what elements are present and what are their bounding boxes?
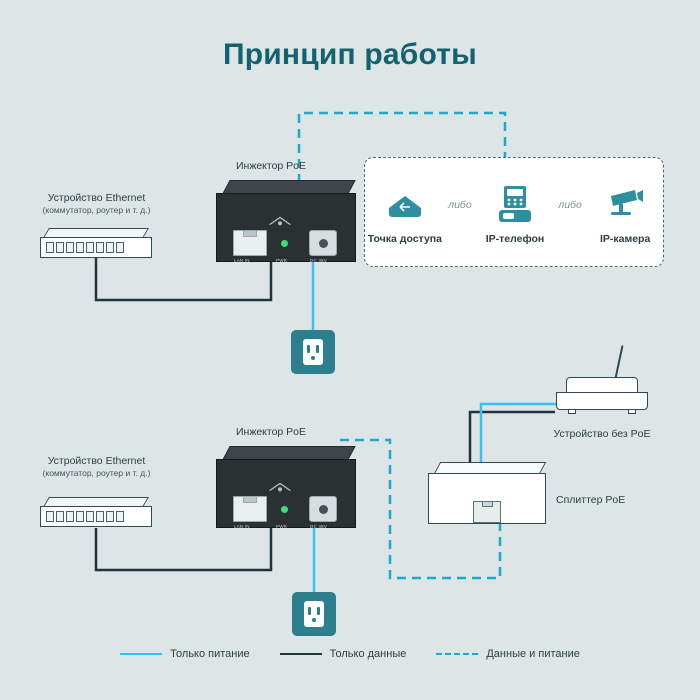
switch-port bbox=[106, 511, 114, 522]
wireless-router-icon bbox=[556, 371, 648, 417]
poe-splitter-icon bbox=[428, 462, 546, 524]
router-foot bbox=[628, 410, 636, 414]
injector-port-label-lan: LAN IN bbox=[234, 258, 250, 263]
device-ip-camera bbox=[585, 182, 665, 245]
injector-top-face bbox=[222, 180, 355, 194]
switch-icon bbox=[40, 497, 152, 527]
ip-camera-label: IP-камера bbox=[599, 232, 651, 245]
outlet-slot bbox=[317, 607, 320, 615]
router-foot bbox=[568, 410, 576, 414]
legend-item-data bbox=[280, 648, 407, 660]
switch-port bbox=[76, 511, 84, 522]
label-splitter: Сплиттер PoE bbox=[556, 494, 626, 506]
injector-dc-jack bbox=[309, 496, 337, 522]
injector-port-label-dc: DC 48V bbox=[310, 524, 327, 529]
switch-port bbox=[46, 511, 54, 522]
switch-port bbox=[56, 511, 64, 522]
legend-label-power: Только питание bbox=[170, 648, 250, 660]
router-top-face bbox=[566, 377, 638, 393]
ip-phone-label: IP-телефон bbox=[485, 232, 545, 245]
legend bbox=[0, 648, 700, 660]
switch-port bbox=[96, 511, 104, 522]
label-ethernet-device-top: Устройство Ethernet (коммутатор, роутер и т. д.) bbox=[42, 192, 151, 216]
label-non-poe-device: Устройство без PoE bbox=[553, 428, 651, 440]
powered-devices-panel bbox=[364, 157, 664, 267]
page-title: Принцип работы bbox=[222, 38, 478, 71]
injector-power-led bbox=[281, 506, 288, 513]
power-outlet-icon bbox=[292, 592, 336, 636]
access-point-label: Точка доступа bbox=[367, 232, 442, 245]
legend-item-both bbox=[436, 648, 579, 660]
outlet-ground-hole bbox=[312, 618, 316, 622]
label-injector-top: Инжектор PoE bbox=[235, 160, 307, 172]
outlet-ground-hole bbox=[311, 356, 315, 360]
outlet-slot bbox=[307, 345, 310, 353]
switch-port bbox=[56, 242, 64, 253]
injector-dc-jack bbox=[309, 230, 337, 256]
tp-link-logo-icon bbox=[267, 482, 293, 494]
splitter-lan-port bbox=[473, 501, 501, 523]
legend-swatch-power bbox=[120, 653, 162, 655]
ip-phone-icon bbox=[475, 182, 555, 226]
outlet-slot bbox=[316, 345, 319, 353]
injector-front-panel bbox=[216, 459, 356, 528]
outlet-face bbox=[303, 339, 323, 365]
switch-port bbox=[66, 242, 74, 253]
access-point-icon bbox=[365, 182, 445, 226]
switch-front-panel bbox=[40, 506, 152, 527]
switch-port bbox=[106, 242, 114, 253]
injector-lan-port bbox=[233, 230, 267, 256]
legend-swatch-data bbox=[280, 653, 322, 655]
injector-port-label-pwr: PWR bbox=[276, 258, 288, 263]
injector-lan-port bbox=[233, 496, 267, 522]
outlet-face bbox=[304, 601, 324, 627]
legend-item-power bbox=[120, 648, 249, 660]
or-label-1: либо bbox=[448, 199, 472, 211]
switch-front-panel bbox=[40, 237, 152, 258]
ip-camera-icon bbox=[585, 182, 665, 226]
injector-top-face bbox=[222, 446, 355, 460]
outlet-slot bbox=[308, 607, 311, 615]
switch-port bbox=[116, 511, 124, 522]
line-bottom-switch-to-injector bbox=[96, 528, 271, 570]
injector-power-led bbox=[281, 240, 288, 247]
splitter-front-panel bbox=[428, 473, 546, 524]
router-base bbox=[556, 392, 648, 410]
switch-port bbox=[116, 242, 124, 253]
label-injector-bottom: Инжектор PoE bbox=[235, 426, 307, 438]
switch-port bbox=[66, 511, 74, 522]
router-antenna bbox=[614, 345, 623, 379]
switch-port bbox=[86, 511, 94, 522]
tp-link-logo-icon bbox=[267, 216, 293, 228]
device-ip-phone bbox=[475, 182, 555, 245]
line-top-switch-to-injector bbox=[96, 258, 271, 300]
power-outlet-icon bbox=[291, 330, 335, 374]
legend-label-data: Только данные bbox=[329, 648, 407, 660]
legend-label-both: Данные и питание bbox=[486, 648, 580, 660]
switch-port bbox=[86, 242, 94, 253]
injector-port-label-pwr: PWR bbox=[276, 524, 288, 529]
switch-icon bbox=[40, 228, 152, 258]
switch-port bbox=[46, 242, 54, 253]
injector-port-label-lan: LAN IN bbox=[234, 524, 250, 529]
injector-port-label-dc: DC 48V bbox=[310, 258, 327, 263]
switch-port bbox=[76, 242, 84, 253]
poe-injector-icon bbox=[216, 180, 356, 262]
injector-front-panel bbox=[216, 193, 356, 262]
poe-injector-icon bbox=[216, 446, 356, 528]
switch-port bbox=[96, 242, 104, 253]
or-label-2: либо bbox=[558, 199, 582, 211]
device-access-point bbox=[365, 182, 445, 245]
label-ethernet-device-bottom: Устройство Ethernet (коммутатор, роутер и т. д.) bbox=[42, 455, 151, 479]
legend-swatch-both bbox=[436, 653, 478, 655]
